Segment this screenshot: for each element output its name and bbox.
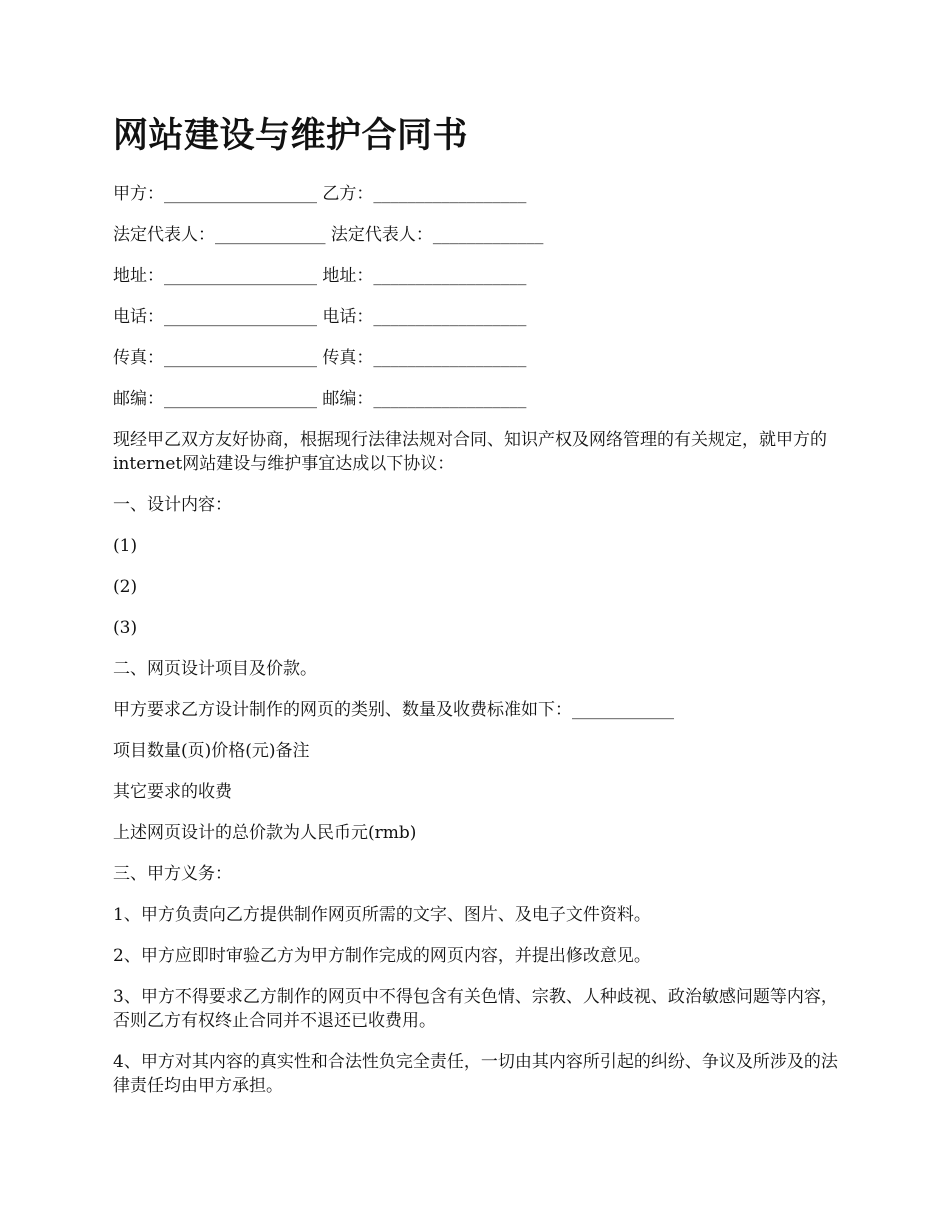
field-fax: 传真：__________________ 传真：__________________ — [113, 348, 527, 368]
section2-heading: 二、网页设计项目及价款。 — [113, 659, 317, 679]
section1-item: (3) — [113, 618, 138, 638]
field-phone: 电话：__________________ 电话：__________________ — [113, 307, 527, 327]
contract-page — [113, 112, 843, 1115]
section2-total-price: 上述网页设计的总价款为人民币元(rmb) — [113, 823, 417, 843]
section3-heading: 三、甲方义务： — [113, 864, 232, 884]
section2-price-standard: 甲方要求乙方设计制作的网页的类别、数量及收费标准如下：____________ — [113, 700, 674, 720]
section3-item: 4、甲方对其内容的真实性和合法性负完全责任，一切由其内容所引起的纠纷、争议及所涉及的法律责任均由甲方承担。 — [113, 1052, 838, 1096]
section3-item: 1、甲方负责向乙方提供制作网页所需的文字、图片、及电子文件资料。 — [113, 905, 651, 925]
section1-item: (2) — [113, 577, 138, 597]
field-legal-rep: 法定代表人：_____________ 法定代表人：_____________ — [113, 225, 544, 245]
section3-item: 2、甲方应即时审验乙方为甲方制作完成的网页内容，并提出修改意见。 — [113, 946, 651, 966]
field-postcode: 邮编：__________________ 邮编：__________________ — [113, 389, 527, 409]
intro-paragraph: 现经甲乙双方友好协商，根据现行法律法规对合同、知识产权及网络管理的有关规定，就甲方的internet网站建设与维护事宜达成以下协议： — [113, 430, 827, 474]
field-address: 地址：__________________ 地址：__________________ — [113, 266, 527, 286]
section1-item: (1) — [113, 536, 138, 556]
section2-table-header: 项目数量(页)价格(元)备注 — [113, 741, 310, 761]
section2-other-fees: 其它要求的收费 — [113, 782, 232, 802]
section3-item: 3、甲方不得要求乙方制作的网页中不得包含有关色情、宗教、人种歧视、政治敏感问题等内容，否则乙方有权终止合同并不退还已收费用。 — [113, 987, 838, 1031]
field-party: 甲方：__________________ 乙方：__________________ — [113, 184, 527, 204]
page-title: 网站建设与维护合同书 — [113, 115, 469, 156]
section1-heading: 一、设计内容： — [113, 495, 232, 515]
